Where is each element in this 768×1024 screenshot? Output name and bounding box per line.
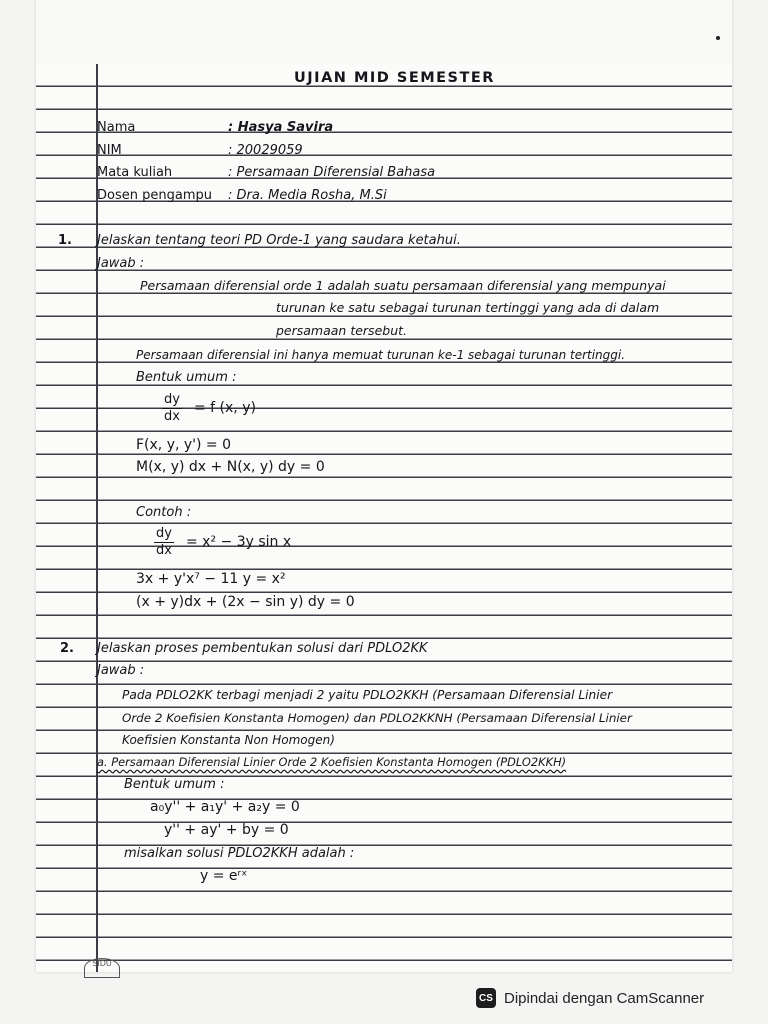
question-2-number: 2. — [60, 641, 74, 656]
matkul-value: : Persamaan Diferensial Bahasa — [228, 165, 436, 180]
example-1-denominator: dx — [156, 543, 172, 558]
page-stamp: SIDU — [84, 958, 120, 978]
formula-1-rhs: = f (x, y) — [194, 400, 256, 416]
example-1-fraction — [154, 526, 174, 559]
nama-value: : Hasya Savira — [228, 120, 334, 135]
example-3: (x + y)dx + (2x − sin y) dy = 0 — [136, 594, 355, 610]
formula-pdlo2kkh-normalized: y'' + ay' + by = 0 — [164, 822, 289, 838]
dosen-value: : Dra. Media Rosha, M.Si — [228, 188, 387, 203]
nim-label: NIM — [97, 143, 122, 158]
matkul-label: Mata kuliah — [97, 165, 173, 180]
example-1-rhs: = x² − 3y sin x — [186, 534, 292, 550]
answer-2-bentuk-umum: Bentuk umum : — [124, 777, 225, 792]
answer-2-misalkan: misalkan solusi PDLO2KKH adalah : — [124, 846, 355, 861]
answer-2-label: Jawab : — [97, 663, 145, 678]
example-2: 3x + y'x⁷ − 11 y = x² — [136, 571, 286, 587]
answer-1-para-2: Persamaan diferensial ini hanya memuat turunan ke-1 sebagai turunan tertinggi. — [136, 348, 626, 362]
question-1-number: 1. — [58, 233, 72, 248]
notebook-page — [36, 0, 732, 972]
answer-1-para-1-line-2: turunan ke satu sebagai turunan tertinggi yang ada di dalam — [276, 300, 660, 315]
camscanner-logo-icon: CS — [476, 988, 496, 1008]
answer-1-para-1-line-3: persamaan tersebut. — [276, 323, 407, 338]
subsection-a-heading: a. Persamaan Diferensial Linier Orde 2 Koefisien Konstanta Homogen (PDLO2KKH) — [97, 755, 567, 769]
ink-dot — [716, 36, 720, 40]
dosen-label: Dosen pengampu — [97, 188, 212, 203]
formula-1-numerator: dy — [164, 392, 180, 407]
question-2-text: Jelaskan proses pembentukan solusi dari PDLO2KK — [97, 641, 428, 656]
answer-2-para-line-3: Koefisien Konstanta Non Homogen) — [122, 733, 335, 747]
formula-2: F(x, y, y') = 0 — [136, 437, 232, 453]
example-1-numerator: dy — [156, 526, 172, 541]
formula-trial-solution: y = eʳˣ — [200, 868, 248, 884]
nama-label: Nama — [97, 120, 136, 135]
answer-1-contoh: Contoh : — [136, 505, 192, 520]
page-top-margin — [36, 0, 732, 64]
page-title: UJIAN MID SEMESTER — [294, 70, 495, 86]
camscanner-text: Dipindai dengan CamScanner — [504, 989, 705, 1007]
answer-1-label: Jawab : — [97, 256, 145, 271]
answer-1-bentuk-umum: Bentuk umum : — [136, 370, 237, 385]
answer-2-para-line-2: Orde 2 Koefisien Konstanta Homogen) dan PDLO2KKNH (Persamaan Diferensial Linier — [122, 711, 632, 725]
answer-1-para-1-line-1: Persamaan diferensial orde 1 adalah suatu persamaan diferensial yang mempunyai — [140, 278, 666, 293]
camscanner-watermark — [476, 984, 704, 1012]
formula-3: M(x, y) dx + N(x, y) dy = 0 — [136, 459, 325, 475]
formula-1-fraction — [162, 392, 182, 425]
question-1-text: Jelaskan tentang teori PD Orde-1 yang saudara ketahui. — [97, 233, 461, 248]
formula-1-denominator: dx — [164, 409, 180, 424]
nim-value: : 20029059 — [228, 143, 303, 158]
formula-pdlo2kkh-general: a₀y'' + a₁y' + a₂y = 0 — [150, 799, 300, 815]
answer-2-para-line-1: Pada PDLO2KK terbagi menjadi 2 yaitu PDLO2KKH (Persamaan Diferensial Linier — [122, 688, 613, 702]
